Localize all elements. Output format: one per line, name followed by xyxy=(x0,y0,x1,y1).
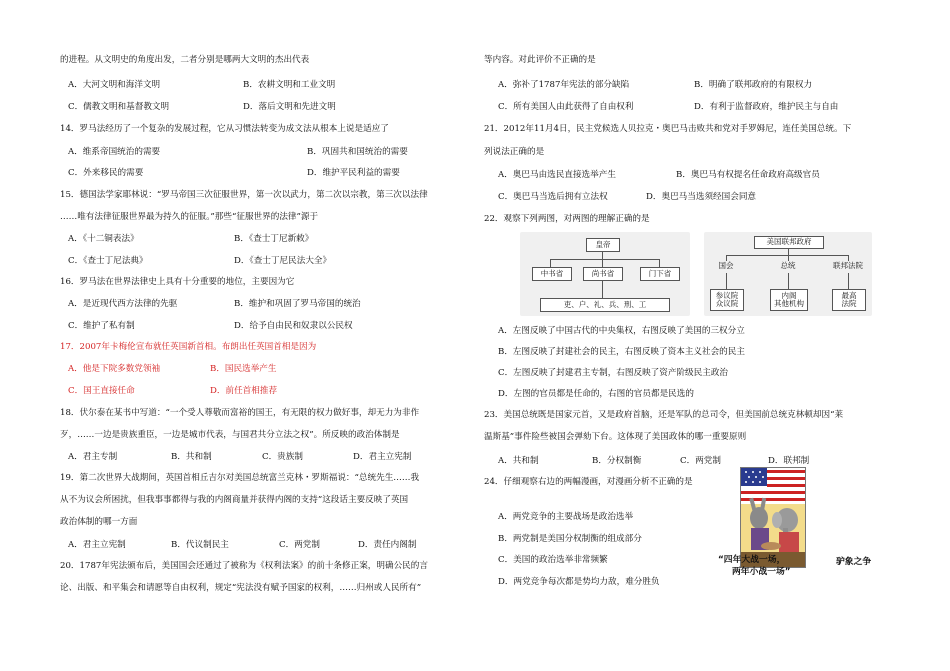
diagram-emperor-box: 皇帝 xyxy=(586,238,620,252)
diagram-federal-govt-box: 美国联邦政府 xyxy=(754,236,824,249)
diagram-federal-court-label: 联邦法院 xyxy=(833,261,863,271)
q23-option-b: B．分权制衡 xyxy=(592,456,642,466)
diagram-senate-house-box: 参议院 众议院 xyxy=(710,289,744,311)
diagram-president-label: 总统 xyxy=(780,261,796,271)
q14-option-d: D．维护平民利益的需要 xyxy=(307,168,400,178)
q23-option-a: A．共和制 xyxy=(498,456,539,466)
diagram-supreme-court-box: 最高 法院 xyxy=(832,289,866,311)
q17-stem: 17．2007年卡梅伦宣布就任英国新首相。布朗出任英国首相是因为 xyxy=(60,342,317,352)
q24-stem: 24．仔细观察右边的两幅漫画，对漫画分析不正确的是 xyxy=(484,477,693,487)
q21-option-c: C．奥巴马当选后拥有立法权 xyxy=(498,192,608,202)
q21-option-a: A．奥巴马由选民直接选举产生 xyxy=(498,170,616,180)
q15-option-d: D．《查士丁尼民法大全》 xyxy=(234,256,332,266)
q21-stem-2: 列说法正确的是 xyxy=(484,147,545,157)
diagram-china-central-government xyxy=(520,232,690,316)
q13-stem-tail: 的进程。从文明史的角度出发，二者分别是哪两大文明的杰出代表 xyxy=(60,55,310,65)
q22-option-b: B．左图反映了封建社会的民主，右图反映了资本主义社会的民主 xyxy=(498,347,745,357)
q20-stem-1: 20．1787年宪法颁布后，美国国会还通过了被称为《权利法案》的前十条修正案，明确公民的言 xyxy=(60,561,428,571)
q19-option-d: D．责任内阁制 xyxy=(358,540,417,550)
q13-option-a: A．大河文明和海洋文明 xyxy=(68,80,161,90)
q21-option-b: B．奥巴马有权提名任命政府高级官员 xyxy=(676,170,820,180)
diagram-cabinet-box: 内阁 其他机构 xyxy=(770,289,808,311)
q18-option-c: C．贵族制 xyxy=(262,452,303,462)
diagram-us-federal-government xyxy=(704,232,872,316)
diagram-congress-label: 国会 xyxy=(718,261,734,271)
q16-stem: 16．罗马法在世界法律史上具有十分重要的地位，主要因为它 xyxy=(60,277,295,287)
q18-option-a: A．君主专制 xyxy=(68,452,118,462)
diagram-menxia-box: 门下省 xyxy=(640,267,680,281)
q17-option-c: C．国王直接任命 xyxy=(68,386,135,396)
q14-option-c: C．外来移民的需要 xyxy=(68,168,144,178)
q21-option-d: D．奥巴马当选须经国会同意 xyxy=(646,192,757,202)
q18-stem-1: 18．伏尔泰在某书中写道：“一个受人尊敬而富裕的国王，有无限的权力做好事，却无力为非作 xyxy=(60,408,420,418)
q16-option-d: D．给予自由民和奴隶以公民权 xyxy=(234,321,353,331)
q15-stem-1: 15．德国法学家耶林说：“罗马帝国三次征服世界，第一次以武力，第二次以宗教，第三次以法律 xyxy=(60,190,428,200)
q23-option-c: C．两党制 xyxy=(680,456,721,466)
q18-option-b: B．共和制 xyxy=(171,452,212,462)
q18-option-d: D．君主立宪制 xyxy=(353,452,412,462)
q24-option-d: D．两党竞争每次都是势均力敌，难分胜负 xyxy=(498,577,660,587)
q20-stem-3: 等内容。对此评价不正确的是 xyxy=(484,55,596,65)
diagram-six-ministries-box: 吏、户、礼、兵、刑、工 xyxy=(540,298,670,312)
q22-option-c: C．左图反映了封建君主专制，右图反映了资产阶级民主政治 xyxy=(498,368,729,378)
q13-option-d: D．落后文明和先进文明 xyxy=(243,102,336,112)
q22-option-a: A．左图反映了中国古代的中央集权，右图反映了美国的三权分立 xyxy=(498,326,745,336)
q19-stem-3: 政治体制的哪一方面 xyxy=(60,517,138,527)
q15-option-a: A．《十二铜表法》 xyxy=(68,234,139,244)
q20-option-a: A．弥补了1787年宪法的部分缺陷 xyxy=(498,80,630,90)
q13-option-c: C．儒教文明和基督教文明 xyxy=(68,102,170,112)
diagram-zhongshu-box: 中书省 xyxy=(532,267,572,281)
q19-option-c: C．两党制 xyxy=(279,540,320,550)
cartoon-caption-1a: “四年大战一场， xyxy=(718,555,786,565)
q20-stem-2: 论、出版、和平集会和请愿等自由权利，规定“宪法没有赋予国家的权利，……归州或人民所有” xyxy=(60,583,422,593)
q14-stem: 14．罗马法经历了一个复杂的发展过程，它从习惯法转变为成文法从根本上说是适应了 xyxy=(60,124,389,134)
q15-stem-2: ……唯有法律征服世界最为持久的征服。”那些“征服世界的法律”源于 xyxy=(60,212,319,222)
q23-option-d: D．联邦制 xyxy=(768,456,810,466)
q18-stem-2: 歹，……一边是贵族重臣，一边是城市代表，与国君共分立法之权”。所反映的政治体制是 xyxy=(60,430,400,440)
q17-option-d: D．前任首相推荐 xyxy=(210,386,278,396)
q20-option-d: D．有利于监督政府，维护民主与自由 xyxy=(694,102,839,112)
q19-stem-2: 从不为议会所困扰，但我事事都得与我的内阁商量并获得内阁的支持”这段话主要反映了英国 xyxy=(60,495,409,505)
q13-option-b: B．农耕文明和工业文明 xyxy=(243,80,336,90)
q20-option-c: C．所有美国人由此获得了自由权利 xyxy=(498,102,634,112)
q15-option-c: C．《查士丁尼法典》 xyxy=(68,256,148,266)
q22-option-d: D．左图的官员都是任命的，右图的官员都是民选的 xyxy=(498,389,694,399)
q24-option-b: B．两党制是美国分权制衡的组成部分 xyxy=(498,534,642,544)
q17-option-a: A．他是下院多数党领袖 xyxy=(68,364,161,374)
q20-option-b: B．明确了联邦政府的有限权力 xyxy=(694,80,813,90)
cartoon-caption-2: 驴象之争 xyxy=(836,557,872,567)
q16-option-b: B．维护和巩固了罗马帝国的统治 xyxy=(234,299,361,309)
q24-option-c: C．美国的政治选举非常频繁 xyxy=(498,555,608,565)
q16-option-c: C．维护了私有制 xyxy=(68,321,135,331)
q24-option-a: A．两党竞争的主要战场是政治选举 xyxy=(498,512,634,522)
q14-option-b: B．巩固共和国统治的需要 xyxy=(307,147,408,157)
q19-stem-1: 19．第二次世界大战期间，英国首相丘吉尔对美国总统富兰克林・罗斯福说：“总统先生……我 xyxy=(60,473,420,483)
q16-option-a: A．是近现代西方法律的先驱 xyxy=(68,299,178,309)
q14-option-a: A．维系帝国统治的需要 xyxy=(68,147,161,157)
q15-option-b: B．《查士丁尼新敕》 xyxy=(234,234,314,244)
q19-option-a: A．君主立宪制 xyxy=(68,540,126,550)
diagram-shangshu-box: 尚书省 xyxy=(583,267,623,281)
cartoon-caption-1b: 两年小战一场” xyxy=(732,567,791,577)
q21-stem-1: 21．2012年11月4日，民主党候选人贝拉克・奥巴马击败共和党对手罗姆尼，连任美国总统。下 xyxy=(484,124,852,134)
q23-stem-1: 23．美国总统既是国家元首，又是政府首脑，还是军队的总司令，但美国前总统克林顿却因“莱 xyxy=(484,410,844,420)
q19-option-b: B．代议制民主 xyxy=(171,540,229,550)
q23-stem-2: 温斯基”事件险些被国会弹劾下台。这体现了美国政体的哪一重要原则 xyxy=(484,432,747,442)
q17-option-b: B．国民选举产生 xyxy=(210,364,277,374)
q22-stem: 22．观察下列两图，对两图的理解正确的是 xyxy=(484,214,650,224)
